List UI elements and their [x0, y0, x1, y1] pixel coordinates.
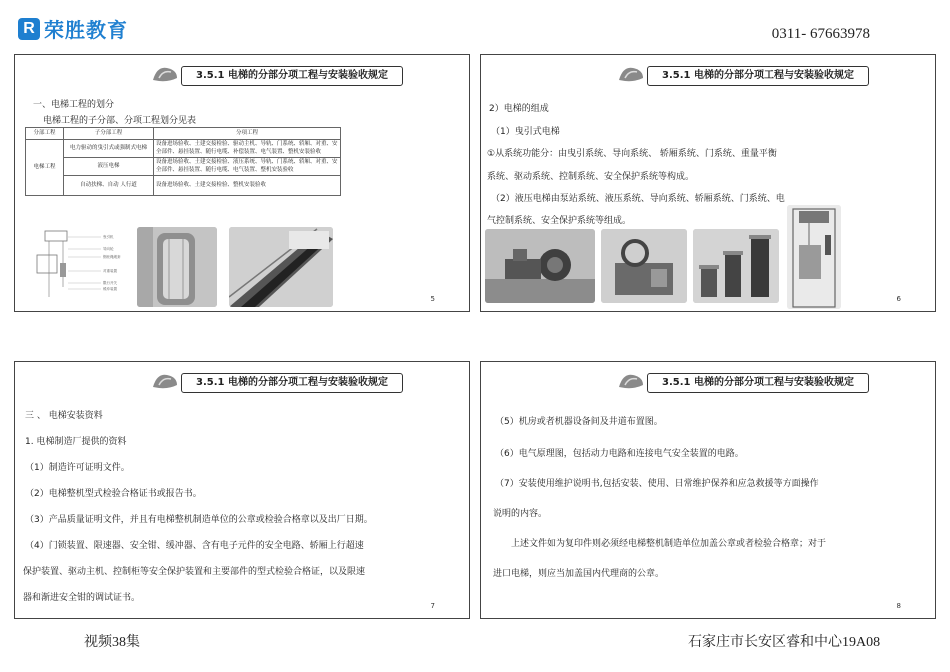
page-number: 5	[430, 295, 435, 303]
swirl-logo-icon	[617, 371, 645, 391]
text-line: （6）电气原理图，包括动力电路和连接电气安全装置的电路。	[495, 449, 744, 459]
text-line: 气控制系统、安全保护系统等组成。	[487, 216, 632, 226]
diagram-label: 缓冲装置	[103, 287, 117, 291]
table-header: 分项工程	[154, 128, 341, 140]
text-line: （1）曳引式电梯	[491, 127, 560, 137]
table-cell: 设备进场验收、土建交接检验、液压系统、导轨、门系统、轿厢、对重、安 全部件、悬挂装置、随行电缆、电气装置、整机安装验收	[154, 158, 341, 176]
footer-video-count: 视频38集	[84, 635, 140, 650]
elevator-shaft-illustration	[787, 205, 841, 309]
brand-name: 荣胜教育	[44, 18, 128, 42]
diagram-label: 钢丝绳绳套	[103, 255, 121, 259]
diagram-label: 导向轮	[103, 247, 114, 251]
traction-machine-photo	[485, 229, 595, 303]
table-header: 分部工程	[26, 128, 64, 140]
table-cell: 设备进场验收、土建交接检验、整机安装验收	[154, 176, 341, 196]
page-number: 8	[896, 602, 901, 610]
text-line: （5）机房或者机器设备间及井道布置图。	[495, 417, 663, 427]
slide-5	[14, 54, 470, 312]
text-line: 系统、驱动系统、控制系统、安全保护系统等构成。	[487, 172, 695, 182]
brand-logo	[18, 14, 128, 43]
slide-title: 3.5.1 电梯的分部分项工程与安装验收规定	[181, 66, 403, 86]
slide-title: 3.5.1 电梯的分部分项工程与安装验收规定	[181, 373, 403, 393]
text-line: 三 、 电梯安装资料	[25, 411, 103, 421]
division-table	[25, 127, 341, 196]
page-number: 7	[430, 602, 435, 610]
text-line: （4）门锁装置、限速器、安全钳、缓冲器、含有电子元件的安全电路、轿厢上行超速	[25, 541, 364, 551]
table-cell: 液压电梯	[64, 158, 154, 176]
table-row	[26, 158, 341, 176]
governor-photo	[601, 229, 687, 303]
swirl-logo-icon	[151, 64, 179, 84]
text-line: 2）电梯的组成	[489, 104, 549, 114]
text-line: ①从系统功能分：由曳引系统、导向系统、 轿厢系统、门系统、重量平衡	[487, 149, 777, 159]
text-line: 进口电梯，则应当加盖国内代理商的公章。	[493, 569, 665, 579]
slide-6	[480, 54, 936, 312]
table-cell: 设备进场验收、土建交接检验、驱动主机、导轨、门系统、轿厢、对重、安 全部件、悬挂装置、随行电缆、补偿装置、电气装置、整机安装验收	[154, 140, 341, 158]
brand-mark-icon: R	[18, 18, 40, 40]
table-row	[26, 176, 341, 196]
text-line: 说明的内容。	[493, 509, 548, 519]
diagram-label: 限行开关	[103, 281, 117, 285]
diagram-label: 对重装置	[103, 269, 117, 273]
slide-7	[14, 361, 470, 619]
diagram-label: 曳引机	[103, 235, 114, 239]
slide-title: 3.5.1 电梯的分部分项工程与安装验收规定	[647, 66, 869, 86]
footer-address: 石家庄市长安区睿和中心19A08	[688, 635, 881, 650]
buffer-photo	[693, 229, 779, 303]
table-cell: 电梯工程	[26, 140, 64, 196]
phone-number: 0311- 67663978	[771, 26, 870, 42]
text-line: 1. 电梯制造厂提供的资料	[25, 437, 127, 447]
text-line: 上述文件如为复印件则必须经电梯整机制造单位加盖公章或者检验合格章；对于	[511, 539, 827, 549]
elevator-schematic	[25, 227, 129, 305]
table-intro: 电梯工程的子分部、分项工程划分见表	[43, 116, 197, 126]
escalator-photo	[229, 227, 333, 307]
swirl-logo-icon	[151, 371, 179, 391]
table-cell: 自动扶梯、自动 人行道	[64, 176, 154, 196]
text-line: （3）产品质量证明文件，并且有电梯整机制造单位的公章或检验合格章以及出厂日期。	[25, 515, 373, 525]
text-line: （1）制造许可证明文件。	[25, 463, 130, 473]
slide-title: 3.5.1 电梯的分部分项工程与安装验收规定	[647, 373, 869, 393]
section-heading: 一、电梯工程的划分	[33, 100, 115, 110]
text-line: （2）液压电梯由泵站系统、液压系统、导向系统、轿厢系统、门系统、电	[491, 194, 785, 204]
slide-8	[480, 361, 936, 619]
text-line: 器和渐进安全钳的调试证书。	[23, 593, 141, 603]
table-row	[26, 140, 341, 158]
table-header: 子分部工程	[64, 128, 154, 140]
page-number: 6	[896, 295, 901, 303]
glass-elevator-photo	[137, 227, 217, 307]
text-line: （7）安装使用维护说明书,包括安装、使用、日常维护保养和应急救援等方面操作	[495, 479, 819, 489]
text-line: （2）电梯整机型式检验合格证书或报告书。	[25, 489, 202, 499]
swirl-logo-icon	[617, 64, 645, 84]
table-cell: 电力驱动的曳引式或强制式电梯	[64, 140, 154, 158]
text-line: 保护装置、驱动主机、控制柜等安全保护装置和主要部件的型式检验合格证，以及限速	[23, 567, 366, 577]
